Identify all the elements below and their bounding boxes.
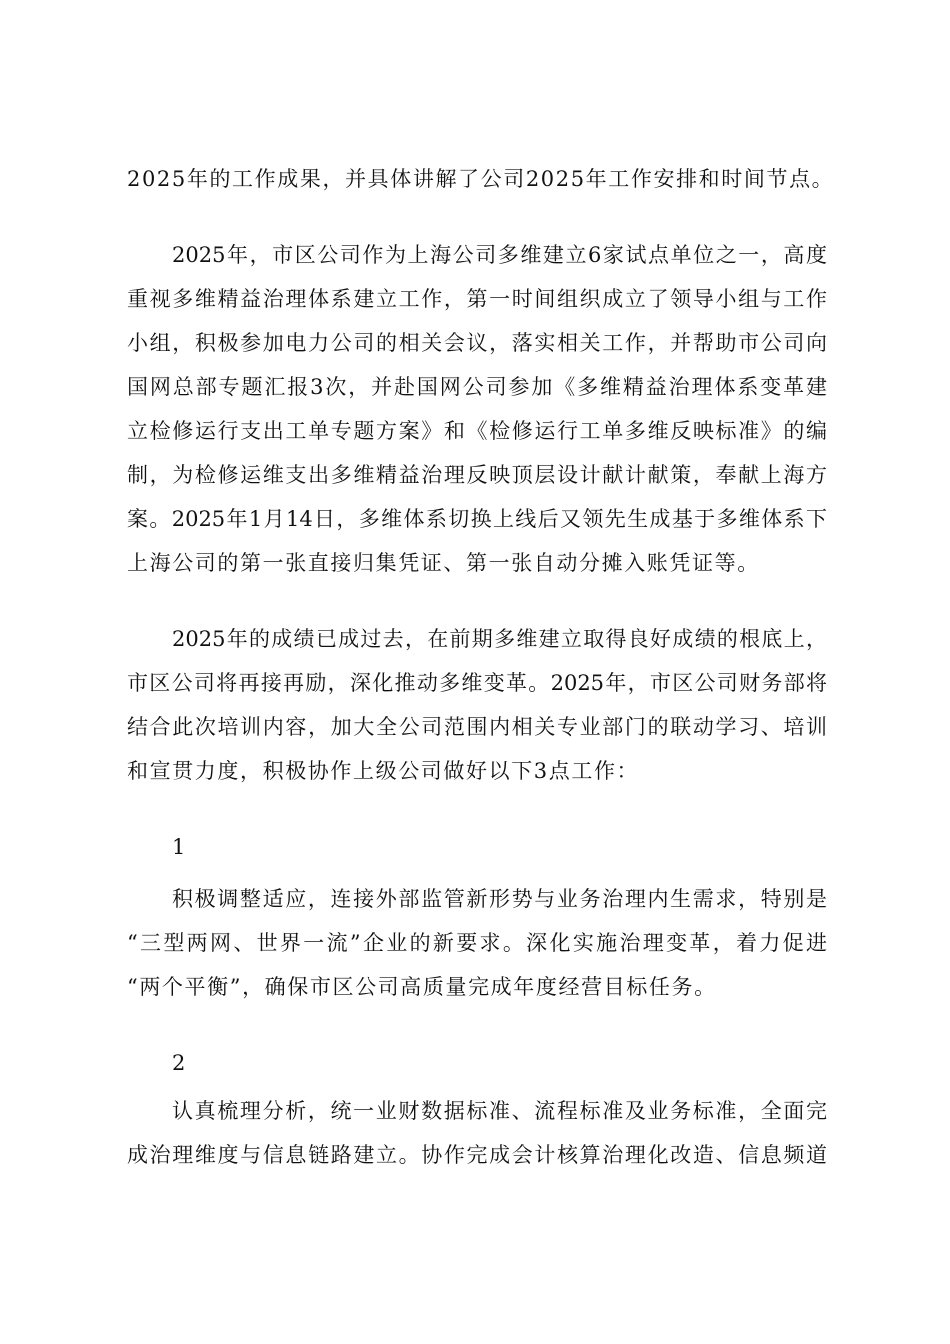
list-number: 2: [172, 1051, 187, 1075]
text-line: 国网总部专题汇报3次，并赴国网公司参加《多维精益治理体系变革建: [127, 375, 827, 399]
paragraph-first-line: 认真梳理分析，统一业财数据标准、流程标准及业务标准，全面完: [172, 1099, 827, 1123]
text-line: 上海公司的第一张直接归集凭证、第一张自动分摊入账凭证等。: [127, 551, 760, 575]
text-line: 立检修运行支出工单专题方案》和《检修运行工单多维反映标准》的编: [127, 419, 827, 443]
text-line: 小组，积极参加电力公司的相关会议，落实相关工作，并帮助市公司向: [127, 331, 827, 355]
text-line: 和宣贯力度，积极协作上级公司做好以下3点工作：: [127, 759, 640, 783]
text-line: 结合此次培训内容，加大全公司范围内相关专业部门的联动学习、培训: [127, 715, 827, 739]
list-number: 1: [172, 835, 187, 859]
text-line: “三型两网、世界一流”企业的新要求。深化实施治理变革，着力促进: [127, 931, 827, 955]
text-line: 市区公司将再接再励，深化推动多维变革。2025年，市区公司财务部将: [127, 671, 827, 695]
text-line: 成治理维度与信息链路建立。协作完成会计核算治理化改造、信息频道: [127, 1143, 827, 1167]
paragraph-first-line: 2025年的成绩已成过去，在前期多维建立取得良好成绩的根底上，: [172, 627, 827, 651]
paragraph-first-line: 积极调整适应，连接外部监管新形势与业务治理内生需求，特别是: [172, 887, 827, 911]
text-line: “两个平衡”，确保市区公司高质量完成年度经营目标任务。: [127, 975, 717, 999]
paragraph-first-line: 2025年，市区公司作为上海公司多维建立6家试点单位之一，高度: [172, 243, 827, 267]
text-line: 案。2025年1月14日，多维体系切换上线后又领先生成基于多维体系下: [127, 507, 827, 531]
text-line: 制，为检修运维支出多维精益治理反映顶层设计献计献策，奉献上海方: [127, 463, 827, 487]
text-line: 2025年的工作成果，并具体讲解了公司2025年工作安排和时间节点。: [127, 167, 835, 191]
text-line: 重视多维精益治理体系建立工作，第一时间组织成立了领导小组与工作: [127, 287, 827, 311]
